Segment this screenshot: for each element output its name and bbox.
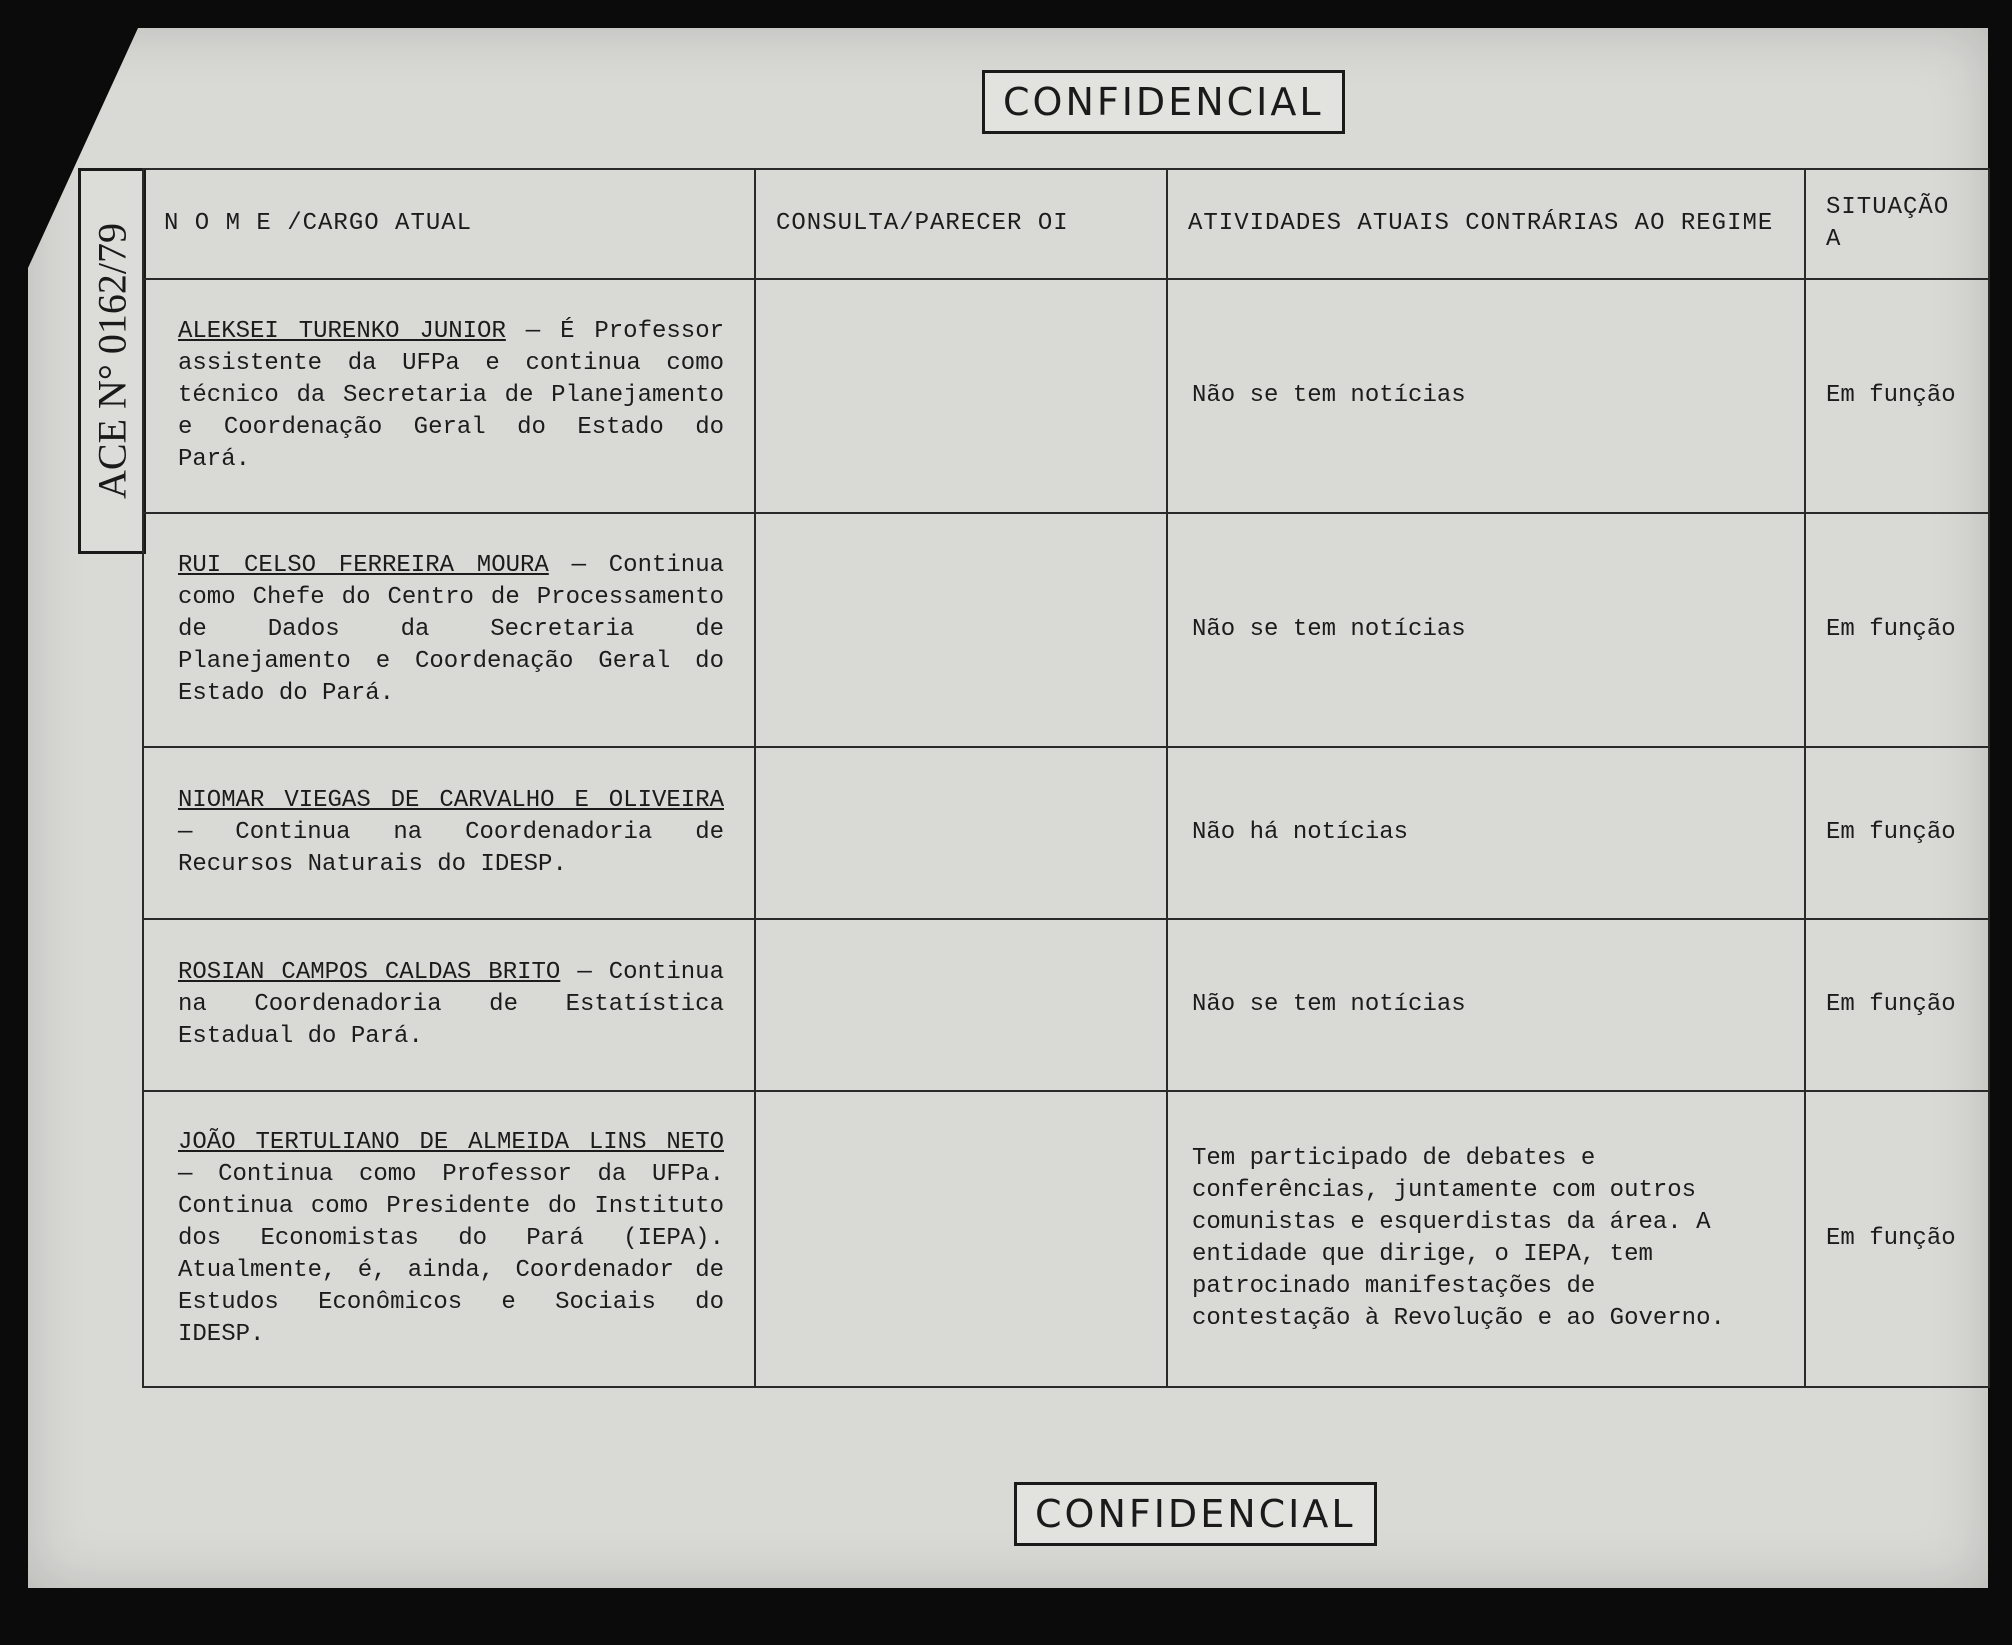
activities-cell: Não há notícias xyxy=(1167,747,1805,919)
person-description: — Continua na Coordenadoria de Recursos Naturais do IDESP. xyxy=(178,819,724,878)
consult-cell xyxy=(755,279,1167,513)
activities-cell: Não se tem notícias xyxy=(1167,279,1805,513)
table-header-row xyxy=(143,169,1989,279)
situation-cell: Em função xyxy=(1805,919,1989,1091)
name-cell xyxy=(143,919,755,1091)
consult-cell xyxy=(755,747,1167,919)
records-table xyxy=(142,168,1990,1388)
ace-number-stamp xyxy=(78,168,146,554)
name-cell xyxy=(143,1091,755,1387)
situation-cell: Em função xyxy=(1805,747,1989,919)
table-row xyxy=(143,747,1989,919)
table-row xyxy=(143,513,1989,747)
person-name: ROSIAN CAMPOS CALDAS BRITO xyxy=(178,959,561,986)
situation-cell: Em função xyxy=(1805,279,1989,513)
activities-cell: Não se tem notícias xyxy=(1167,513,1805,747)
name-cell xyxy=(143,279,755,513)
confidential-stamp-top: CONFIDENCIAL xyxy=(982,70,1345,134)
consult-cell xyxy=(755,919,1167,1091)
person-description: — Continua na Coordenadoria de Estatística Estadual do Pará. xyxy=(178,959,724,1050)
ace-number-label: ACE N° 0162/79 xyxy=(89,223,135,499)
name-cell xyxy=(143,747,755,919)
person-description: — Continua como Professor da UFPa. Continua como Presidente do Instituto dos Economistas do Pará (IEPA). Atualmente, é, ainda, Coordenador de Estudos Econômicos e Sociais do IDESP. xyxy=(178,1161,724,1348)
header-consult: CONSULTA/PARECER OI xyxy=(755,169,1167,279)
header-name: N O M E /CARGO ATUAL xyxy=(143,169,755,279)
consult-cell xyxy=(755,513,1167,747)
table-row xyxy=(143,1091,1989,1387)
table-row xyxy=(143,919,1989,1091)
situation-cell: Em função xyxy=(1805,513,1989,747)
name-cell xyxy=(143,513,755,747)
person-name: ALEKSEI TURENKO JUNIOR xyxy=(178,318,506,345)
person-description: — Continua como Chefe do Centro de Processamento de Dados da Secretaria de Planejamento e Coordenação Geral do Estado do Pará. xyxy=(178,552,725,707)
table-row xyxy=(143,279,1989,513)
activities-cell: Tem participado de debates e conferências, juntamente com outros comunistas e esquerdistas da área. A entidade que dirige, o IEPA, tem patrocinado manifestações de contestação à Revolução e ao Governo. xyxy=(1167,1091,1805,1387)
header-activities: ATIVIDADES ATUAIS CONTRÁRIAS AO REGIME xyxy=(1167,169,1805,279)
confidential-stamp-bottom: CONFIDENCIAL xyxy=(1014,1482,1377,1546)
header-situation: SITUAÇÃO A xyxy=(1805,169,1989,279)
scan-border xyxy=(28,1588,1988,1645)
situation-cell: Em função xyxy=(1805,1091,1989,1387)
activities-cell: Não se tem notícias xyxy=(1167,919,1805,1091)
person-description: — É Professor assistente da UFPa e continua como técnico da Secretaria de Planejamento e Coordenação Geral do Estado do Pará. xyxy=(178,318,724,473)
person-name: JOÃO TERTULIANO DE ALMEIDA LINS NETO xyxy=(178,1129,724,1156)
person-name: NIOMAR VIEGAS DE CARVALHO E OLIVEIRA xyxy=(178,787,724,814)
consult-cell xyxy=(755,1091,1167,1387)
person-name: RUI CELSO FERREIRA MOURA xyxy=(178,552,549,579)
